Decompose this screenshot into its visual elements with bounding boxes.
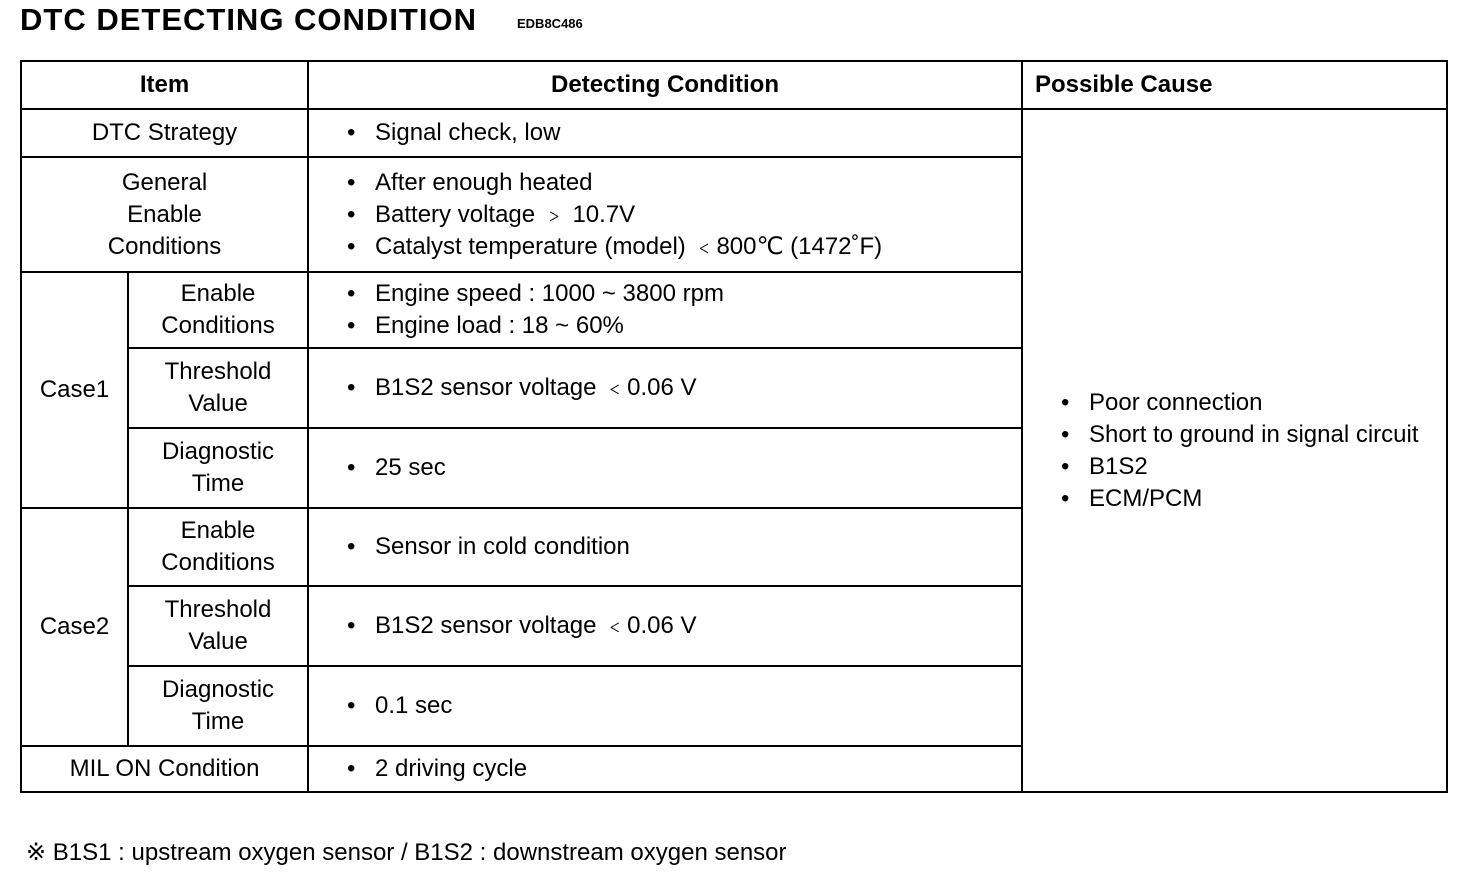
condition-item: • Engine load : 18 ~ 60%: [347, 310, 1021, 342]
footnote: ※ B1S1 : upstream oxygen sensor / B1S2 : downstream oxygen sensor: [26, 839, 787, 866]
condition-item: • Signal check, low: [347, 117, 1021, 149]
case2-diagnostic-conditions: [308, 666, 1022, 746]
case2-threshold-conditions: [308, 586, 1022, 666]
case2-label: Case2: [21, 508, 128, 746]
dtc-strategy-label: DTC Strategy: [21, 109, 308, 157]
case1-enable-conditions: [308, 272, 1022, 348]
case1-threshold-conditions: [308, 348, 1022, 428]
condition-item: • Catalyst temperature (model) ﹤800℃ (1472˚F): [347, 231, 1021, 263]
condition-item: • Sensor in cold condition: [347, 531, 1021, 563]
case1-diagnostic-label: Diagnostic Time: [128, 428, 308, 508]
cause-item: • Short to ground in signal circuit: [1061, 419, 1426, 451]
header-item: Item: [21, 61, 308, 109]
possible-cause-cell: [1022, 109, 1447, 792]
general-enable-conditions: [308, 157, 1022, 272]
cause-item: • Poor connection: [1061, 387, 1426, 419]
condition-item: • Engine speed : 1000 ~ 3800 rpm: [347, 278, 1021, 310]
row-dtc-strategy: [21, 109, 1447, 157]
dtc-strategy-conditions: [308, 109, 1022, 157]
cause-item: • B1S2: [1061, 451, 1426, 483]
condition-item: • After enough heated: [347, 167, 1021, 199]
case1-enable-label: Enable Conditions: [128, 272, 308, 348]
case2-enable-conditions: [308, 508, 1022, 586]
case1-threshold-label: Threshold Value: [128, 348, 308, 428]
condition-item: • 25 sec: [347, 452, 1021, 484]
header-detecting-condition: Detecting Condition: [308, 61, 1022, 109]
mil-on-label: MIL ON Condition: [21, 746, 308, 792]
condition-item: • Battery voltage ﹥ 10.7V: [347, 199, 1021, 231]
general-enable-label: General Enable Conditions: [21, 157, 308, 272]
document-code: EDB8C486: [517, 16, 583, 31]
condition-item: • B1S2 sensor voltage ﹤0.06 V: [347, 372, 1021, 404]
dtc-condition-table: [20, 60, 1448, 793]
case1-label: Case1: [21, 272, 128, 508]
case2-enable-label: Enable Conditions: [128, 508, 308, 586]
case1-diagnostic-conditions: [308, 428, 1022, 508]
cause-item: • ECM/PCM: [1061, 483, 1426, 515]
condition-item: • B1S2 sensor voltage ﹤0.06 V: [347, 610, 1021, 642]
mil-on-conditions: [308, 746, 1022, 792]
header-possible-cause: Possible Cause: [1022, 61, 1447, 109]
condition-item: • 2 driving cycle: [347, 753, 1021, 785]
header-row: [21, 61, 1447, 109]
case2-threshold-label: Threshold Value: [128, 586, 308, 666]
possible-cause-list: [1061, 387, 1426, 515]
condition-item: • 0.1 sec: [347, 690, 1021, 722]
case2-diagnostic-label: Diagnostic Time: [128, 666, 308, 746]
page-title: DTC DETECTING CONDITION: [20, 2, 477, 37]
